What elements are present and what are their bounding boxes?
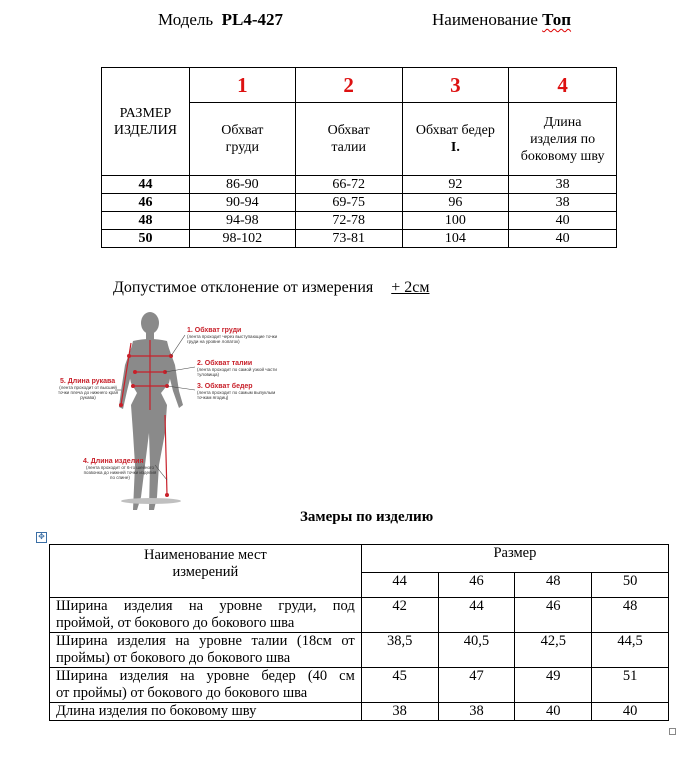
value-cell: 40 bbox=[509, 230, 617, 248]
table-row bbox=[50, 668, 669, 703]
value-cell: 92 bbox=[402, 176, 509, 194]
size-column-header: 44 bbox=[361, 573, 438, 598]
value-cell: 48 bbox=[592, 598, 669, 633]
value-cell: 100 bbox=[402, 212, 509, 230]
value-cell: 40 bbox=[515, 703, 592, 721]
model-code: PL4-427 bbox=[221, 10, 284, 29]
model-label: Модель bbox=[158, 10, 214, 29]
value-cell: 44,5 bbox=[592, 633, 669, 668]
size-column-header: 46 bbox=[438, 573, 515, 598]
svg-text:5. Длина рукава: 5. Длина рукава bbox=[60, 378, 116, 385]
svg-text:4. Длина изделия: 4. Длина изделия bbox=[83, 458, 144, 465]
value-cell: 66-72 bbox=[295, 176, 402, 194]
table-row bbox=[102, 176, 617, 194]
value-cell: 44 bbox=[438, 598, 515, 633]
value-cell: 47 bbox=[438, 668, 515, 703]
size-cell: 46 bbox=[102, 194, 190, 212]
measurements-title: Замеры по изделию bbox=[300, 509, 434, 525]
value-cell: 45 bbox=[361, 668, 438, 703]
column-number-1: 1 bbox=[189, 68, 295, 103]
value-cell: 38 bbox=[509, 194, 617, 212]
measurement-label: Ширина изделия на уровне груди, под проймой, от бокового до бокового шва bbox=[50, 598, 362, 633]
value-cell: 38 bbox=[438, 703, 515, 721]
value-cell: 42,5 bbox=[515, 633, 592, 668]
column-number-4: 4 bbox=[509, 68, 617, 103]
garment-measurements-table bbox=[49, 544, 669, 721]
value-cell: 90-94 bbox=[189, 194, 295, 212]
value-cell: 69-75 bbox=[295, 194, 402, 212]
svg-text:3. Обхват бедер: 3. Обхват бедер bbox=[197, 383, 253, 390]
measurement-figure-illustration bbox=[55, 305, 290, 515]
svg-text:1. Обхват груди: 1. Обхват груди bbox=[187, 327, 242, 334]
size-cell: 50 bbox=[102, 230, 190, 248]
value-cell: 86-90 bbox=[189, 176, 295, 194]
product-name-heading bbox=[432, 10, 571, 30]
size-corner-header: РАЗМЕР ИЗДЕЛИЯ bbox=[102, 68, 190, 176]
value-cell: 49 bbox=[515, 668, 592, 703]
column-label-waist: Обхват талии bbox=[295, 103, 402, 176]
value-cell: 40,5 bbox=[438, 633, 515, 668]
column-number-3: 3 bbox=[402, 68, 509, 103]
table-row bbox=[102, 194, 617, 212]
figure-label-sleeve: 5. Длина рукава (лента проходит от высшей точки плеча до нижнего края рукава) bbox=[57, 378, 119, 400]
hips-suffix: I. bbox=[450, 140, 460, 155]
figure-label-length: 4. Длина изделия (лента проходит от 6-го шейного позвонка до нижней точки изделия по спине) bbox=[83, 458, 157, 480]
table-resize-handle-icon[interactable] bbox=[669, 728, 676, 735]
value-cell: 51 bbox=[592, 668, 669, 703]
model-heading bbox=[158, 10, 283, 30]
table-row bbox=[102, 230, 617, 248]
value-cell: 40 bbox=[592, 703, 669, 721]
value-cell: 96 bbox=[402, 194, 509, 212]
svg-text:2. Обхват талии: 2. Обхват талии bbox=[197, 360, 253, 367]
value-cell: 38,5 bbox=[361, 633, 438, 668]
table-row bbox=[50, 598, 669, 633]
value-cell: 72-78 bbox=[295, 212, 402, 230]
size-cell: 48 bbox=[102, 212, 190, 230]
size-column-header: 48 bbox=[515, 573, 592, 598]
table-row bbox=[50, 633, 669, 668]
value-cell: 98-102 bbox=[189, 230, 295, 248]
column-number-2: 2 bbox=[295, 68, 402, 103]
figure-label-chest: 1. Обхват груди (лента проходит через выступающие точки груди на уровне лопаток) bbox=[187, 327, 278, 344]
tolerance-value: + 2см bbox=[391, 279, 430, 296]
name-label: Наименование bbox=[432, 10, 538, 29]
column-label-chest: Обхват груди bbox=[189, 103, 295, 176]
value-cell: 104 bbox=[402, 230, 509, 248]
size-chart-table bbox=[101, 67, 617, 248]
value-cell: 38 bbox=[509, 176, 617, 194]
table-row bbox=[102, 212, 617, 230]
measurement-label: Ширина изделия на уровне талии (18см от проймы) от бокового до бокового шва bbox=[50, 633, 362, 668]
table-row bbox=[50, 703, 669, 721]
name-value: Топ bbox=[542, 10, 572, 29]
value-cell: 42 bbox=[361, 598, 438, 633]
size-cell: 44 bbox=[102, 176, 190, 194]
tolerance-note bbox=[113, 279, 429, 297]
measurement-name-header: Наименование мест измерений bbox=[50, 545, 362, 598]
value-cell: 46 bbox=[515, 598, 592, 633]
column-label-hips: Обхват бедер I. bbox=[402, 103, 509, 176]
figure-label-waist: 2. Обхват талии (лента проходит по самой узкой части туловища) bbox=[197, 360, 277, 377]
value-cell: 40 bbox=[509, 212, 617, 230]
size-column-header: 50 bbox=[592, 573, 669, 598]
value-cell: 94-98 bbox=[189, 212, 295, 230]
measurement-label: Длина изделия по боковому шву bbox=[50, 703, 362, 721]
tolerance-text: Допустимое отклонение от измерения bbox=[113, 279, 374, 296]
table-move-handle-icon[interactable]: ✥ bbox=[36, 532, 47, 543]
measurement-label: Ширина изделия на уровне бедер (40 см от проймы) от бокового до бокового шва bbox=[50, 668, 362, 703]
value-cell: 73-81 bbox=[295, 230, 402, 248]
column-label-length: Длина изделия по боковому шву bbox=[509, 103, 617, 176]
size-header: Размер bbox=[361, 545, 668, 573]
value-cell: 38 bbox=[361, 703, 438, 721]
figure-label-hips: 3. Обхват бедер (лента проходит по самым выпуклым точкам ягодиц) bbox=[197, 383, 276, 400]
